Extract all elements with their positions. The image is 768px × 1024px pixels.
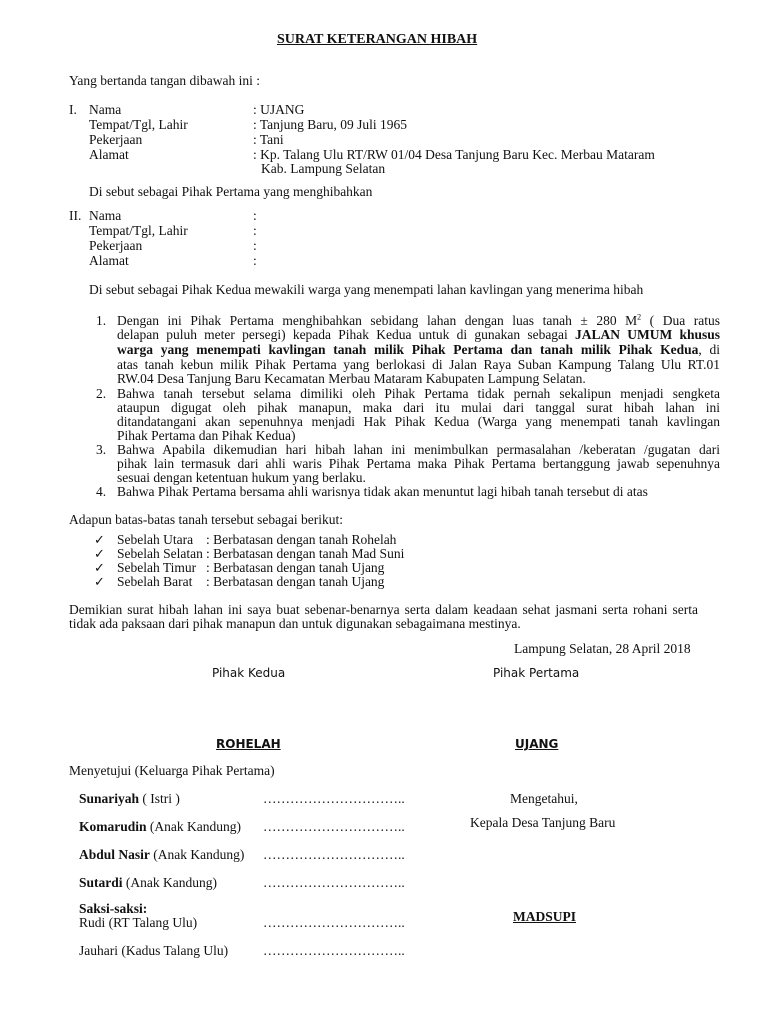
item-1-line-4: atas tanah kebun milik Pihak Pertama yang berlokasi di Jalan Raya Suban Kampung Talang Ulu RT.01 (117, 357, 720, 372)
item-2-line-1: Bahwa tanah tersebut selama dimiliki oleh Pihak Pertama tidak pernah sekalipun menjadi sengketa (117, 386, 720, 401)
party2-nama-colon: : (253, 208, 257, 223)
signer-right-role: Pihak Pertama (493, 666, 580, 680)
party1-ttl: : Tanjung Baru, 09 Juli 1965 (253, 117, 408, 132)
party1-number: I. (69, 102, 77, 117)
party1-label-alamat: Alamat (89, 147, 129, 162)
batas-desc: : Berbatasan dengan tanah Mad Suni (206, 546, 405, 561)
item-3-line-2: pihak lain termasuk dari ahli waris Pihak Pertama maka Pihak Pertama bertanggung jawab sepenuhnya (117, 456, 720, 471)
party2-ttl-colon: : (253, 223, 257, 238)
signer-left-role: Pihak Kedua (212, 666, 286, 680)
kades-role: Kepala Desa Tanjung Baru (470, 815, 616, 830)
party1-description: Di sebut sebagai Pihak Pertama yang menghibahkan (89, 184, 373, 199)
party1-label-nama: Nama (89, 102, 122, 117)
batas-intro: Adapun batas-batas tanah tersebut sebagai berikut: (69, 512, 344, 527)
item-3-line-1: Bahwa Apabila dikemudian hari hibah lahan ini menimbulkan permasalahan /keberatan /gugatan dari (117, 442, 720, 457)
item-2-line-4: Pihak Pertama dan Pihak Kedua) (117, 428, 296, 443)
batas-desc: : Berbatasan dengan tanah Ujang (206, 560, 385, 575)
batas-side: Sebelah Selatan (117, 546, 203, 561)
place-date: Lampung Selatan, 28 April 2018 (514, 641, 691, 656)
party2-alamat-colon: : (253, 253, 257, 268)
checkmark-icon: ✓ (94, 561, 105, 576)
party2-label-ttl: Tempat/Tgl, Lahir (89, 223, 188, 238)
checkmark-icon: ✓ (94, 533, 105, 548)
family-entry: Sutardi (Anak Kandung) (79, 875, 217, 890)
batas-desc: : Berbatasan dengan tanah Ujang (206, 574, 385, 589)
party2-label-pekerjaan: Pekerjaan (89, 238, 143, 253)
signature-dots: ………………………….. (263, 847, 405, 862)
batas-side: Sebelah Utara (117, 532, 194, 547)
signature-dots: ………………………….. (263, 819, 405, 834)
witness-entry: Jauhari (Kadus Talang Ulu) (79, 943, 229, 958)
signer-left-name: ROHELAH (216, 737, 281, 751)
document-title: SURAT KETERANGAN HIBAH (277, 32, 478, 47)
party2-pekerjaan-colon: : (253, 238, 257, 253)
party1-nama: : UJANG (253, 102, 305, 117)
batas-side: Sebelah Timur (117, 560, 197, 575)
party1-alamat-line2: Kab. Lampung Selatan (261, 161, 386, 176)
signature-dots: ………………………….. (263, 791, 405, 806)
closing-line-2: tidak ada paksaan dari pihak manapun dan untuk digunakan sebagaimana mestinya. (69, 616, 521, 631)
party2-label-nama: Nama (89, 208, 122, 223)
family-entry: Komarudin (Anak Kandung) (79, 819, 241, 834)
item-1-line-5: RW.04 Desa Tanjung Baru Kecamatan Merbau Mataram Kabupaten Lampung Selatan. (117, 371, 586, 386)
party2-number: II. (69, 208, 82, 223)
signature-dots: ………………………….. (263, 943, 405, 958)
saksi-label: Saksi-saksi: (79, 901, 148, 916)
signer-right-name: UJANG (515, 737, 559, 751)
item-2-line-2: ataupun digugat oleh pihak manapun, maka dari itu mulai dari tanggal surat hibah lahan ini (117, 400, 720, 415)
item-3-number: 3. (96, 442, 107, 457)
checkmark-icon: ✓ (94, 575, 105, 590)
item-4-line-1: Bahwa Pihak Pertama bersama ahli warisnya tidak akan menuntut lagi hibah tanah tersebut di atas (117, 484, 648, 499)
party2-label-alamat: Alamat (89, 253, 129, 268)
item-1-line-3: warga yang menempati kavlingan tanah milik Pihak Pertama dan tanah milik Pihak Kedua, di (117, 342, 720, 357)
batas-side: Sebelah Barat (117, 574, 193, 589)
party1-label-pekerjaan: Pekerjaan (89, 132, 143, 147)
kades-name: MADSUPI (513, 909, 576, 924)
party1-label-ttl: Tempat/Tgl, Lahir (89, 117, 188, 132)
closing-line-1: Demikian surat hibah lahan ini saya buat sebenar-benarnya serta dalam keadaan sehat jasmani serta rohani serta (69, 602, 698, 617)
family-entry: Sunariyah ( Istri ) (79, 791, 180, 806)
family-entry: Abdul Nasir (Anak Kandung) (79, 847, 245, 862)
signature-dots: ………………………….. (263, 915, 405, 930)
item-1-number: 1. (96, 313, 107, 328)
signature-dots: ………………………….. (263, 875, 405, 890)
mengetahui-label: Mengetahui, (510, 791, 578, 806)
item-3-line-3: sesuai dengan ketentuan hukum yang berlaku. (117, 470, 366, 485)
item-1-line-1: Dengan ini Pihak Pertama menghibahkan sebidang lahan dengan luas tanah ± 280 $M^2$ ( Dua ratus (117, 312, 720, 328)
witness-entry: Rudi (RT Talang Ulu) (79, 915, 198, 930)
item-2-number: 2. (96, 386, 107, 401)
intro-text: Yang bertanda tangan dibawah ini : (69, 73, 260, 88)
approval-intro: Menyetujui (Keluarga Pihak Pertama) (69, 763, 275, 778)
party2-description: Di sebut sebagai Pihak Kedua mewakili warga yang menempati lahan kavlingan yang menerima hibah (89, 282, 644, 297)
item-2-line-3: ditandatangani akan sepenuhnya menjadi Hak Pihak Kedua (Warga yang menempati tanah kavlingan (117, 414, 720, 429)
party1-alamat-line1: : Kp. Talang Ulu RT/RW 01/04 Desa Tanjung Baru Kec. Merbau Mataram (253, 147, 655, 162)
batas-desc: : Berbatasan dengan tanah Rohelah (206, 532, 397, 547)
checkmark-icon: ✓ (94, 547, 105, 562)
item-4-number: 4. (96, 484, 107, 499)
item-1-line-2: delapan puluh meter persegi) kepada Pihak Kedua untuk di gunakan sebagai JALAN UMUM khusus (117, 327, 720, 342)
party1-pekerjaan: : Tani (253, 132, 284, 147)
